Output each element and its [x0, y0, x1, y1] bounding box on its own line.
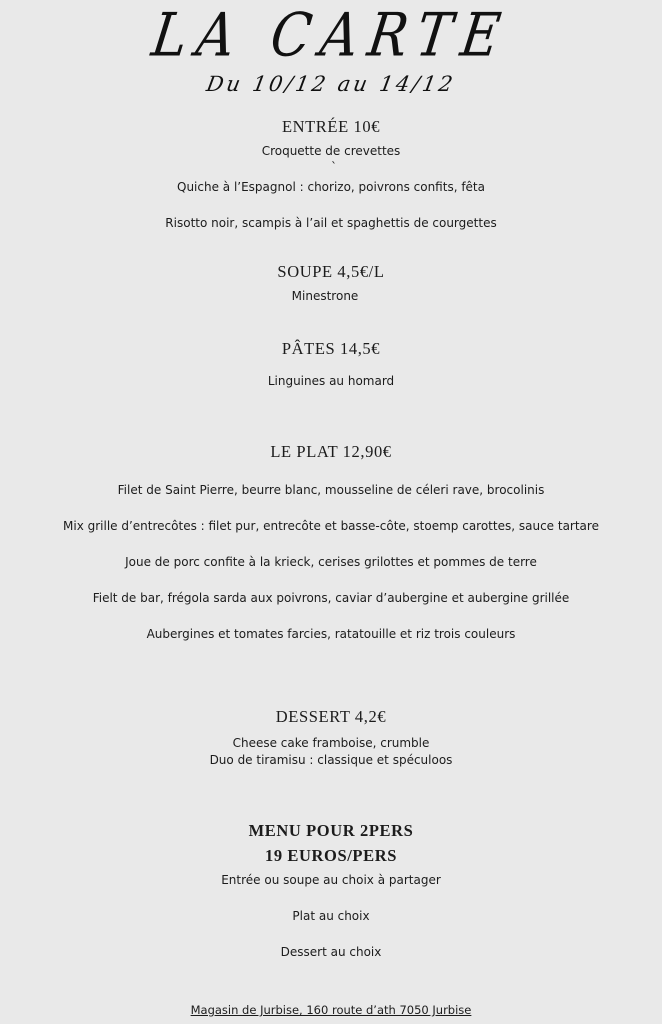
dessert-item: Duo de tiramisu : classique et spéculoos: [209, 753, 453, 767]
menu-item: Plat au choix: [292, 909, 370, 923]
plat-item: Mix grille d’entrecôtes : filet pur, entrecôte et basse-côte, stoemp carottes, sauce tartare: [63, 519, 599, 533]
plat-item: Fielt de bar, frégola sarda aux poivrons, caviar d’aubergine et aubergine grillée: [92, 591, 570, 605]
soupe-heading: SOUPE 4,5€/L: [277, 262, 385, 281]
plat-heading: LE PLAT 12,90€: [270, 442, 392, 461]
menu-heading: MENU POUR 2PERS: [248, 821, 414, 840]
pates-heading: PÂTES 14,5€: [281, 339, 381, 358]
dessert-item: Cheese cake framboise, crumble: [232, 736, 430, 750]
entree-item: Risotto noir, scampis à l’ail et spaghettis de courgettes: [165, 216, 497, 230]
store-address: Magasin de Jurbise, 160 route d’ath 7050 Jurbise: [190, 1003, 472, 1017]
entree-item: Quiche à l’Espagnol : chorizo, poivrons confits, fêta: [177, 180, 485, 194]
entree-heading: ENTRÉE 10€: [281, 117, 381, 136]
menu-item: Dessert au choix: [280, 945, 382, 959]
menu-price: 19 EUROS/PERS: [264, 846, 398, 865]
plat-item: Filet de Saint Pierre, beurre blanc, mousseline de céleri rave, brocolinis: [117, 483, 545, 497]
page-title: LA CARTE: [147, 1, 515, 71]
stray-accent-mark: `: [331, 160, 337, 174]
dessert-heading: DESSERT 4,2€: [275, 707, 387, 726]
pates-item: Linguines au homard: [267, 374, 395, 388]
menu-item: Entrée ou soupe au choix à partager: [221, 873, 441, 887]
date-range: Du 10/12 au 14/12: [204, 72, 458, 96]
plat-item: Aubergines et tomates farcies, ratatouille et riz trois couleurs: [146, 627, 516, 641]
soupe-item: Minestrone: [291, 289, 359, 303]
entree-item: Croquette de crevettes: [261, 144, 401, 158]
plat-item: Joue de porc confite à la krieck, cerises grilottes et pommes de terre: [125, 555, 537, 569]
